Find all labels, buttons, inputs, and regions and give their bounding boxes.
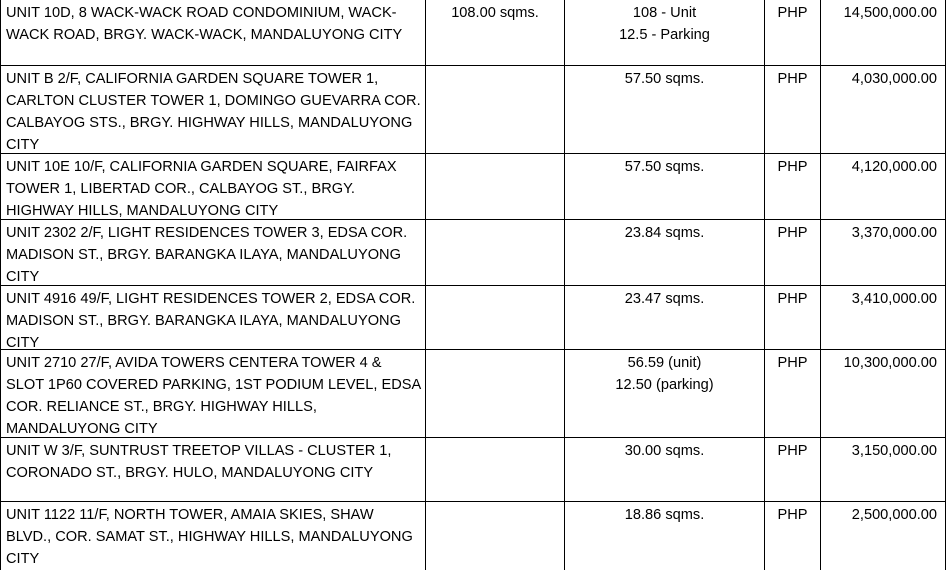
area-line: 23.84 sqms.: [624, 225, 705, 241]
table-row: [1, 438, 945, 502]
area-line: 30.00 sqms.: [624, 443, 705, 459]
currency-label: PHP: [777, 355, 808, 371]
price-value: 4,120,000.00: [851, 159, 937, 175]
floor-area-cell: [426, 66, 565, 153]
floor-area-cell: [426, 220, 565, 285]
table-row: [1, 0, 945, 66]
address-line: BLVD., COR. SAMAT ST., HIGHWAY HILLS, MANDALUYONG: [6, 529, 413, 545]
price-value: 14,500,000.00: [843, 5, 937, 21]
address-cell: [1, 154, 426, 219]
area-line: 56.59 (unit): [627, 355, 702, 371]
price-value: 3,370,000.00: [851, 225, 937, 241]
address-line: MADISON ST., BRGY. BARANGKA ILAYA, MANDALUYONG: [6, 247, 401, 263]
address-line: MANDALUYONG CITY: [6, 421, 158, 437]
floor-area-cell: [426, 502, 565, 570]
address-line: UNIT B 2/F, CALIFORNIA GARDEN SQUARE TOWER 1,: [6, 71, 379, 87]
currency-cell: [765, 502, 821, 570]
address-line: UNIT 4916 49/F, LIGHT RESIDENCES TOWER 2, EDSA COR.: [6, 291, 416, 307]
price-cell: [821, 350, 945, 437]
address-line: CITY: [6, 551, 40, 567]
area-cell: [565, 220, 765, 285]
price-cell: [821, 502, 945, 570]
address-line: CITY: [6, 335, 40, 349]
address-cell: [1, 502, 426, 570]
currency-cell: [765, 0, 821, 65]
currency-cell: [765, 286, 821, 349]
table-row: [1, 220, 945, 286]
area-line: 12.50 (parking): [615, 377, 714, 393]
address-line: UNIT 2302 2/F, LIGHT RESIDENCES TOWER 3, EDSA COR.: [6, 225, 408, 241]
area-cell: [565, 66, 765, 153]
address-line: UNIT 1122 11/F, NORTH TOWER, AMAIA SKIES, SHAW: [6, 507, 374, 523]
address-cell: [1, 0, 426, 65]
address-line: CORONADO ST., BRGY. HULO, MANDALUYONG CITY: [6, 465, 374, 481]
area-cell: [565, 350, 765, 437]
address-cell: [1, 438, 426, 501]
address-line: HIGHWAY HILLS, MANDALUYONG CITY: [6, 203, 279, 219]
currency-cell: [765, 66, 821, 153]
price-value: 2,500,000.00: [851, 507, 937, 523]
floor-area-cell: [426, 438, 565, 501]
address-line: CARLTON CLUSTER TOWER 1, DOMINGO GUEVARRA COR.: [6, 93, 421, 109]
area-cell: [565, 438, 765, 501]
area-cell: [565, 0, 765, 65]
area-cell: [565, 286, 765, 349]
floor-area-cell: [426, 350, 565, 437]
address-line: CITY: [6, 269, 40, 285]
address-cell: [1, 220, 426, 285]
table-row: [1, 154, 945, 220]
currency-cell: [765, 220, 821, 285]
area-line: 23.47 sqms.: [624, 291, 705, 307]
floor-area-cell: [426, 286, 565, 349]
address-line: UNIT 10E 10/F, CALIFORNIA GARDEN SQUARE, FAIRFAX: [6, 159, 397, 175]
currency-label: PHP: [777, 291, 808, 307]
currency-label: PHP: [777, 443, 808, 459]
floor-area-cell: [426, 0, 565, 65]
address-line: WACK ROAD, BRGY. WACK-WACK, MANDALUYONG CITY: [6, 27, 403, 43]
address-line: CALBAYOG STS., BRGY. HIGHWAY HILLS, MANDALUYONG: [6, 115, 413, 131]
area-line: 108 - Unit: [632, 5, 697, 21]
address-line: MADISON ST., BRGY. BARANGKA ILAYA, MANDALUYONG: [6, 313, 401, 329]
area-line: 57.50 sqms.: [624, 71, 705, 87]
table-row: [1, 66, 945, 154]
price-value: 3,150,000.00: [851, 443, 937, 459]
currency-label: PHP: [777, 507, 808, 523]
price-cell: [821, 66, 945, 153]
currency-cell: [765, 438, 821, 501]
area-line: 12.5 - Parking: [619, 27, 710, 43]
address-cell: [1, 350, 426, 437]
price-value: 3,410,000.00: [851, 291, 937, 307]
address-line: SLOT 1P60 COVERED PARKING, 1ST PODIUM LEVEL, EDSA: [6, 377, 422, 393]
address-line: COR. RELIANCE ST., BRGY. HIGHWAY HILLS,: [6, 399, 317, 415]
price-cell: [821, 220, 945, 285]
price-cell: [821, 286, 945, 349]
price-value: 10,300,000.00: [843, 355, 937, 371]
area-cell: [565, 502, 765, 570]
price-cell: [821, 438, 945, 501]
address-cell: [1, 66, 426, 153]
table-row: [1, 286, 945, 350]
currency-label: PHP: [777, 159, 808, 175]
area-cell: [565, 154, 765, 219]
currency-label: PHP: [777, 225, 808, 241]
currency-label: PHP: [777, 71, 808, 87]
price-cell: [821, 0, 945, 65]
address-line: UNIT 2710 27/F, AVIDA TOWERS CENTERA TOWER 4 &: [6, 355, 382, 371]
table-row: [1, 502, 945, 570]
area-line: 18.86 sqms.: [624, 507, 705, 523]
area-line: 57.50 sqms.: [624, 159, 705, 175]
price-cell: [821, 154, 945, 219]
currency-cell: [765, 350, 821, 437]
floor-area-value: 108.00 sqms.: [451, 5, 539, 21]
table-row: [1, 350, 945, 438]
currency-label: PHP: [777, 5, 808, 21]
currency-cell: [765, 154, 821, 219]
address-line: UNIT W 3/F, SUNTRUST TREETOP VILLAS - CLUSTER 1,: [6, 443, 392, 459]
address-line: CITY: [6, 137, 40, 153]
address-cell: [1, 286, 426, 349]
address-line: TOWER 1, LIBERTAD COR., CALBAYOG ST., BRGY.: [6, 181, 355, 197]
floor-area-cell: [426, 154, 565, 219]
address-line: UNIT 10D, 8 WACK-WACK ROAD CONDOMINIUM, WACK-: [6, 5, 397, 21]
price-value: 4,030,000.00: [851, 71, 937, 87]
